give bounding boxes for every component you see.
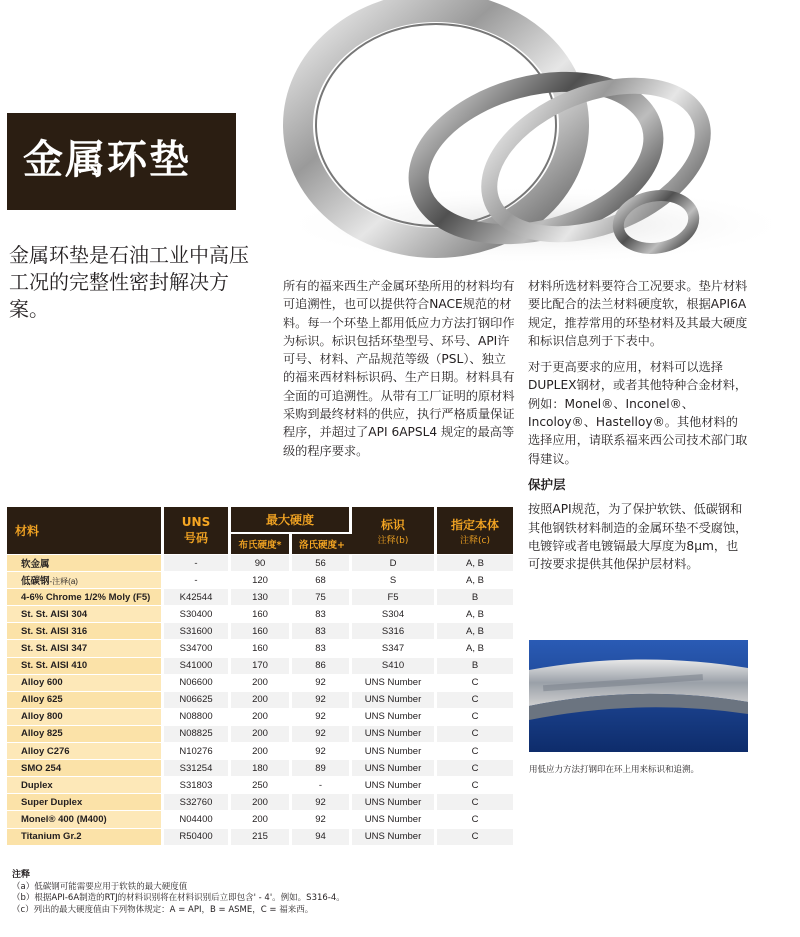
- material-name: Alloy 600: [21, 677, 63, 689]
- cell-spec: C: [437, 810, 513, 827]
- cell-rockwell: 92: [292, 674, 352, 691]
- text-column-1: [283, 277, 515, 468]
- cell-material: [7, 691, 164, 708]
- cell-rockwell: 83: [292, 622, 352, 639]
- table-row: [7, 708, 513, 725]
- cell-spec: A, B: [437, 605, 513, 622]
- cell-uns: S32760: [164, 793, 231, 810]
- cell-rockwell: 75: [292, 588, 352, 605]
- table-row: [7, 622, 513, 639]
- cell-spec: C: [437, 776, 513, 793]
- cell-marking: D: [352, 554, 437, 571]
- cell-brinell: 200: [231, 691, 292, 708]
- cell-material: [7, 639, 164, 656]
- material-name: SMO 254: [21, 762, 62, 774]
- material-name: 软金属: [21, 559, 50, 571]
- cell-marking: UNS Number: [352, 691, 437, 708]
- material-name: St. St. AISI 316: [21, 625, 88, 637]
- cell-uns: K42544: [164, 588, 231, 605]
- footnote-c: （c）列出的最大硬度值由下列物体规定：A = API，B = ASME，C = 福来西。: [12, 904, 314, 915]
- material-name: St. St. AISI 347: [21, 643, 88, 655]
- table-row: [7, 554, 513, 571]
- material-name: St. St. AISI 304: [21, 608, 88, 620]
- cell-brinell: 120: [231, 571, 292, 588]
- table-row: [7, 810, 513, 827]
- cell-uns: S31254: [164, 759, 231, 776]
- cell-uns: N08825: [164, 725, 231, 742]
- table-row: [7, 691, 513, 708]
- cell-marking: F5: [352, 588, 437, 605]
- cell-rockwell: 92: [292, 793, 352, 810]
- cell-material: [7, 657, 164, 674]
- table-row: [7, 725, 513, 742]
- text-column-2: [528, 277, 748, 581]
- ring-gaskets-image: [236, 0, 800, 268]
- material-name: 低碳钢: [21, 576, 50, 588]
- table-row: [7, 776, 513, 793]
- cell-material: [7, 828, 164, 845]
- header-uns: [164, 507, 231, 554]
- cell-marking: UNS Number: [352, 810, 437, 827]
- cell-marking: S: [352, 571, 437, 588]
- table-row: [7, 828, 513, 845]
- cell-marking: UNS Number: [352, 742, 437, 759]
- cell-material: [7, 776, 164, 793]
- cell-marking: UNS Number: [352, 725, 437, 742]
- footnotes-heading: 注释: [12, 870, 31, 880]
- footnote-b: （b）根据API-6A制造的RTJ的材料识别将在材料识别后立即包含' - 4'。例如。S316-4。: [12, 893, 345, 903]
- material-name: Titanium Gr.2: [21, 831, 82, 843]
- cell-marking: S304: [352, 605, 437, 622]
- cell-uns: S41000: [164, 657, 231, 674]
- table-row: [7, 605, 513, 622]
- cell-marking: UNS Number: [352, 776, 437, 793]
- table-row: [7, 759, 513, 776]
- cell-rockwell: 92: [292, 810, 352, 827]
- cell-rockwell: 92: [292, 742, 352, 759]
- cell-rockwell: 94: [292, 828, 352, 845]
- footnote-a: （a）低碳钢可能需要应用于软铁的最大硬度值: [12, 881, 188, 892]
- cell-rockwell: 83: [292, 639, 352, 656]
- cell-rockwell: 86: [292, 657, 352, 674]
- cell-rockwell: 89: [292, 759, 352, 776]
- cell-material: [7, 622, 164, 639]
- cell-rockwell: 92: [292, 708, 352, 725]
- cell-spec: C: [437, 725, 513, 742]
- cell-spec: C: [437, 691, 513, 708]
- header-hardness: 最大硬度: [231, 507, 352, 532]
- material-name: 4-6% Chrome 1/2% Moly (F5): [21, 591, 151, 603]
- page-title: 金属环垫: [23, 137, 191, 183]
- cell-rockwell: -: [292, 776, 352, 793]
- cell-uns: S30400: [164, 605, 231, 622]
- footnotes: [12, 870, 345, 916]
- paragraph: 所有的福来西生产金属环垫所用的材料均有可追溯性，也可以提供符合NACE规范的材料。每一个环垫上都用低应力方法打钢印作为标识。标识包括环垫型号、环号、API许可号、材料、产品规范等级（PSL）、独立的福来西材料标识码、生产日期。材料具有全面的可追溯性。从带有工厂证明的原材料采购到最终材料的供应，执行严格质量保证程序，并超过了API 6APSL4 规定的最高等级的程序要求。: [283, 279, 515, 458]
- cell-uns: N08800: [164, 708, 231, 725]
- cell-brinell: 200: [231, 708, 292, 725]
- paragraph: 按照API规范，为了保护软铁、低碳钢和其他钢铁材料制造的金属环垫不受腐蚀，电镀锌或者电镀镉最大厚度为8μm，也可按要求提供其他保护层材料。: [528, 502, 748, 572]
- cell-brinell: 250: [231, 776, 292, 793]
- material-name: Alloy 625: [21, 694, 63, 706]
- cell-uns: -: [164, 554, 231, 571]
- cell-spec: C: [437, 793, 513, 810]
- cell-uns: N04400: [164, 810, 231, 827]
- cell-uns: N06625: [164, 691, 231, 708]
- cell-marking: UNS Number: [352, 759, 437, 776]
- cell-brinell: 160: [231, 622, 292, 639]
- header-spec-sub: 注释(c): [460, 535, 490, 546]
- cell-brinell: 200: [231, 793, 292, 810]
- section-heading: 保护层: [528, 476, 566, 492]
- material-name: Super Duplex: [21, 796, 83, 808]
- cell-uns: N06600: [164, 674, 231, 691]
- material-note: -注释(a): [49, 577, 78, 587]
- cell-material: [7, 793, 164, 810]
- cell-uns: S34700: [164, 639, 231, 656]
- cell-rockwell: 92: [292, 691, 352, 708]
- cell-material: [7, 759, 164, 776]
- stamped-ring-photo: [529, 640, 748, 752]
- table-body: [7, 554, 513, 845]
- cell-material: [7, 725, 164, 742]
- header-marking: [352, 507, 437, 554]
- cell-material: [7, 810, 164, 827]
- table-row: [7, 639, 513, 656]
- cell-brinell: 170: [231, 657, 292, 674]
- cell-material: [7, 742, 164, 759]
- material-spec-table: [7, 507, 513, 845]
- cell-material: [7, 605, 164, 622]
- table-row: [7, 571, 513, 588]
- cell-marking: UNS Number: [352, 674, 437, 691]
- cell-material: [7, 674, 164, 691]
- cell-marking: S347: [352, 639, 437, 656]
- cell-brinell: 200: [231, 810, 292, 827]
- header-spec-label: 指定本体: [451, 517, 500, 532]
- table-row: [7, 742, 513, 759]
- header-material: 材料: [7, 507, 164, 554]
- header-uns-sub: 号码: [183, 531, 208, 545]
- cell-brinell: 200: [231, 742, 292, 759]
- cell-marking: UNS Number: [352, 708, 437, 725]
- material-name: Monel® 400 (M400): [21, 813, 107, 825]
- cell-spec: A, B: [437, 622, 513, 639]
- cell-brinell: 90: [231, 554, 292, 571]
- cell-rockwell: 56: [292, 554, 352, 571]
- cell-brinell: 215: [231, 828, 292, 845]
- cell-spec: B: [437, 657, 513, 674]
- cell-uns: -: [164, 571, 231, 588]
- header-marking-sub: 注释(b): [377, 535, 409, 546]
- cell-uns: N10276: [164, 742, 231, 759]
- cell-brinell: 160: [231, 605, 292, 622]
- cell-spec: C: [437, 759, 513, 776]
- cell-marking: UNS Number: [352, 828, 437, 845]
- cell-material: [7, 708, 164, 725]
- cell-brinell: 130: [231, 588, 292, 605]
- cell-spec: C: [437, 674, 513, 691]
- paragraph: 对于更高要求的应用，材料可以选择DUPLEX钢材，或者其他特种合金材料，例如：Monel®、Inconel®、Incoloy®、Hastelloy®。其他材料的选择应用，请联系福来西公司技术部门取得建议。: [528, 360, 748, 466]
- title-banner: [7, 113, 236, 210]
- material-name: Alloy 800: [21, 711, 63, 723]
- cell-spec: B: [437, 588, 513, 605]
- header-rockwell: 洛氏硬度+: [292, 532, 352, 554]
- header-uns-label: UNS: [181, 515, 211, 529]
- cell-spec: A, B: [437, 571, 513, 588]
- cell-uns: S31803: [164, 776, 231, 793]
- table-row: [7, 674, 513, 691]
- cell-marking: S410: [352, 657, 437, 674]
- cell-material: [7, 571, 164, 588]
- header-marking-label: 标识: [381, 517, 406, 532]
- cell-rockwell: 68: [292, 571, 352, 588]
- photo-caption: 用低应力方法打钢印在环上用来标识和追溯。: [529, 765, 700, 775]
- header-brinell: 布氏硬度*: [231, 532, 292, 554]
- cell-material: [7, 588, 164, 605]
- cell-rockwell: 92: [292, 725, 352, 742]
- cell-brinell: 200: [231, 725, 292, 742]
- material-name: Alloy C276: [21, 745, 70, 757]
- cell-marking: UNS Number: [352, 793, 437, 810]
- cell-spec: A, B: [437, 554, 513, 571]
- cell-brinell: 200: [231, 674, 292, 691]
- cell-marking: S316: [352, 622, 437, 639]
- cell-spec: C: [437, 708, 513, 725]
- material-name: Alloy 825: [21, 728, 63, 740]
- cell-brinell: 180: [231, 759, 292, 776]
- material-name: St. St. AISI 410: [21, 660, 88, 672]
- material-name: Duplex: [21, 779, 53, 791]
- cell-uns: R50400: [164, 828, 231, 845]
- table-row: [7, 793, 513, 810]
- paragraph: 材料所选材料要符合工况要求。垫片材料要比配合的法兰材料硬度软，根据API6A规定，推荐常用的环垫材料及其最大硬度和标识信息列于下表中。: [528, 279, 748, 348]
- cell-brinell: 160: [231, 639, 292, 656]
- table-row: [7, 657, 513, 674]
- cell-spec: C: [437, 742, 513, 759]
- cell-uns: S31600: [164, 622, 231, 639]
- cell-spec: C: [437, 828, 513, 845]
- table-row: [7, 588, 513, 605]
- header-spec: [437, 507, 513, 554]
- cell-spec: A, B: [437, 639, 513, 656]
- cell-rockwell: 83: [292, 605, 352, 622]
- lead-text: 金属环垫是石油工业中高压工况的完整性密封解决方案。: [9, 243, 249, 321]
- cell-material: [7, 554, 164, 571]
